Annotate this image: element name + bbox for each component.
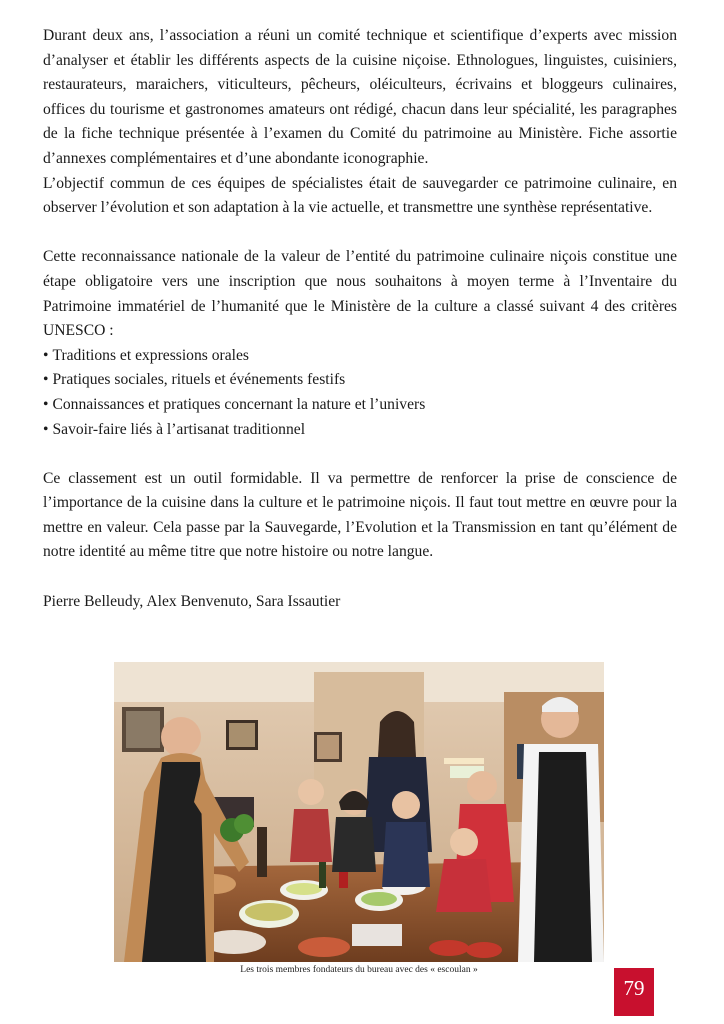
unesco-criteria-list xyxy=(43,344,677,442)
photo-caption: Les trois membres fondateurs du bureau avec des « escoulan » xyxy=(240,965,478,975)
paragraph-spacer xyxy=(43,565,677,590)
paragraph-spacer xyxy=(43,442,677,467)
paragraph-recognition: Cette reconnaissance nationale de la valeur de l’entité du patrimoine culinaire niçois constitue une étape obligatoire vers une inscription que nous souhaitons à moyen terme à l’Inventaire du Patrimoine immatériel de l’humanité que le Ministère de la culture a classé suivant 4 des critères UNESCO : xyxy=(43,248,677,340)
paragraph-spacer xyxy=(43,221,677,246)
list-item: • Connaissances et pratiques concernant la nature et l’univers xyxy=(43,395,426,413)
bullet-icon: • xyxy=(43,420,49,438)
bullet-icon: • xyxy=(43,395,49,413)
paragraph-objective: L’objectif commun de ces équipes de spécialistes était de sauvegarder ce patrimoine culinaire, en observer l’évolution et son adaptation à la vie actuelle, et transmettre une synthèse représentative. xyxy=(43,174,677,217)
paragraph-conclusion: Ce classement est un outil formidable. Il va permettre de renforcer la prise de conscience de l’importance de la cuisine dans la culture et le patrimoine niçois. Il faut tout mettre en œuvre pour la mettre en valeur. Cela passe par la Sauvegarde, l’Evolution et la Transmission en tant qu’élément de notre identité au même titre que notre histoire ou notre langue. xyxy=(43,469,677,561)
list-item: • Traditions et expressions orales xyxy=(43,346,249,364)
author-signature: Pierre Belleudy, Alex Benvenuto, Sara Issautier xyxy=(43,592,341,610)
list-item: • Savoir-faire liés à l’artisanat traditionnel xyxy=(43,420,306,438)
article-body xyxy=(43,24,677,614)
bullet-icon: • xyxy=(43,371,49,389)
paragraph-committee: Durant deux ans, l’association a réuni un comité technique et scientifique d’experts avec mission d’analyser et établir les différents aspects de la cuisine niçoise. Ethnologues, linguistes, cuisiniers, restaurateurs, maraichers, viticulteurs, pêcheurs, oléiculteurs, écrivains et bloggeurs culinaires, offices du tourisme et gastronomes amateurs ont rédigé, chacun dans leur spécialité, les paragraphes de la fiche technique présentée à l’examen du Comité du patrimoine au Ministère. Fiche assortie d’annexes complémentaires et d’une abondante iconographie. xyxy=(43,27,677,167)
list-item: • Pratiques sociales, rituels et événements festifs xyxy=(43,371,346,389)
page-number: 79 xyxy=(614,968,654,1016)
bullet-icon: • xyxy=(43,346,49,364)
group-photo xyxy=(114,662,604,962)
